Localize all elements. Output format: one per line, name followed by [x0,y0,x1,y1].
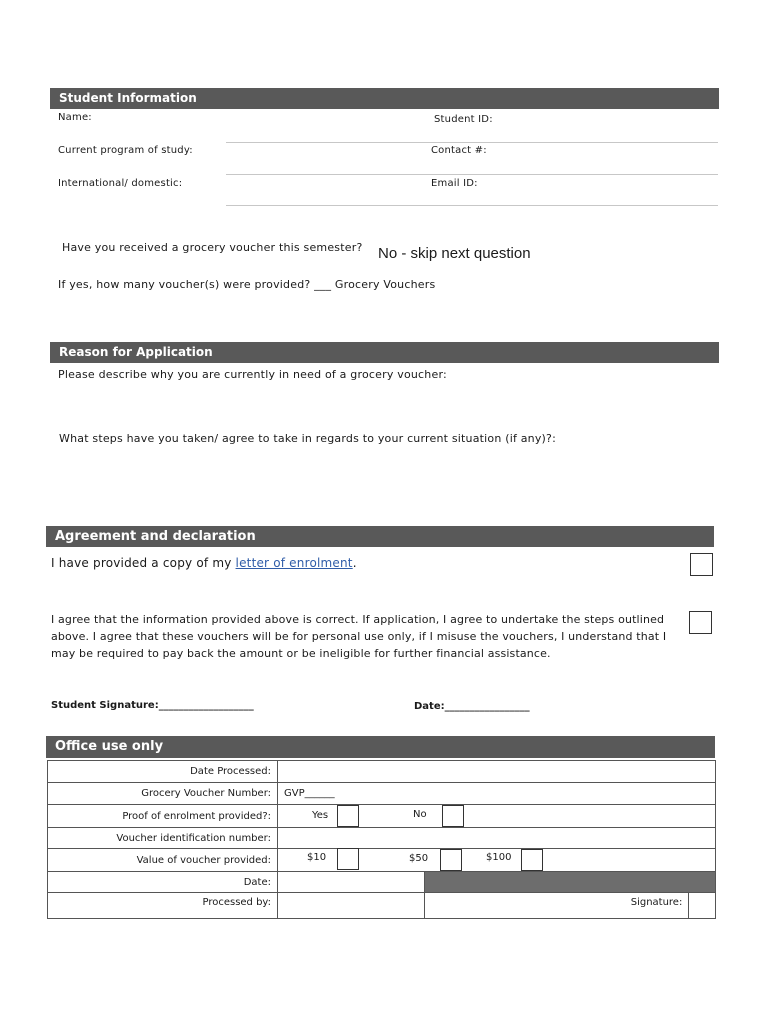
intl-domestic-label: International/ domestic: [58,178,183,189]
proof-label: Proof of enrolment provided?: [48,805,278,828]
voucher-answer[interactable]: No - skip next question [378,245,531,262]
proof-yes-checkbox[interactable] [337,805,359,827]
office-signature-input[interactable] [689,893,716,919]
enrolment-suffix: . [352,556,357,570]
value-100-checkbox[interactable] [521,849,543,871]
describe-question: Please describe why you are currently in need of a grocery voucher: [58,368,447,381]
steps-question: What steps have you taken/ agree to take in regards to your current situation (if any)?: [59,432,556,445]
value-options [278,849,716,872]
signature-date-field[interactable]: Date:_________________ [414,701,530,712]
voucher-question: Have you received a grocery voucher this semester? [62,241,363,254]
voucher-id-input[interactable] [278,828,716,849]
value-10-label: $10 [307,852,327,863]
table-row [48,783,716,805]
table-row [48,828,716,849]
table-row [48,872,716,893]
office-signature-label: Signature: [425,893,689,919]
processed-by-input[interactable] [278,893,425,919]
value-10-checkbox[interactable] [337,848,359,870]
enrolment-prefix: I have provided a copy of my [51,556,236,570]
value-100-label: $100 [486,852,512,863]
declaration-checkbox[interactable] [689,611,712,634]
yes-label: Yes [312,810,329,821]
grey-filler [425,872,716,893]
program-input-line[interactable] [226,174,718,175]
date-label: Date: [48,872,278,893]
voucher-id-label: Voucher identification number: [48,828,278,849]
office-use-table [47,760,716,919]
voucher-number-input[interactable]: GVP______ [278,783,716,805]
enrolment-statement [51,556,357,570]
proof-no-checkbox[interactable] [442,805,464,827]
contact-label: Contact #: [431,145,487,156]
value-50-label: $50 [409,853,429,864]
value-50-checkbox[interactable] [440,849,462,871]
proof-options [278,805,716,828]
student-info-header: Student Information [50,88,719,109]
table-row [48,805,716,828]
office-header: Office use only [46,736,715,758]
table-row [48,893,716,919]
no-label: No [413,809,427,820]
how-many-question: If yes, how many voucher(s) were provided? ___ Grocery Vouchers [58,278,436,291]
enrolment-checkbox[interactable] [690,553,713,576]
declaration-text: I agree that the information provided above is correct. If application, I agree to undertake the steps outlined above. I agree that these vouchers will be for personal use only, if I misuse the vouchers, I understand that I may be required to pay back the amount or be ineligible for further financial assistance. [51,613,667,660]
reason-header: Reason for Application [50,342,719,363]
name-label: Name: [58,112,92,123]
name-input-line[interactable] [226,142,718,143]
intl-input-line[interactable] [226,205,718,206]
agreement-header: Agreement and declaration [46,526,714,547]
date-processed-label: Date Processed: [48,761,278,783]
date-input[interactable] [278,872,425,893]
program-label: Current program of study: [58,145,193,156]
email-label: Email ID: [431,178,478,189]
table-row [48,761,716,783]
voucher-number-label: Grocery Voucher Number: [48,783,278,805]
processed-by-label: Processed by: [48,893,278,919]
date-processed-input[interactable] [278,761,716,783]
letter-of-enrolment-link[interactable]: letter of enrolment [235,556,353,570]
table-row [48,849,716,872]
student-id-label: Student ID: [434,114,493,125]
value-label: Value of voucher provided: [48,849,278,872]
student-signature-field[interactable]: Student Signature:___________________ [51,700,254,711]
